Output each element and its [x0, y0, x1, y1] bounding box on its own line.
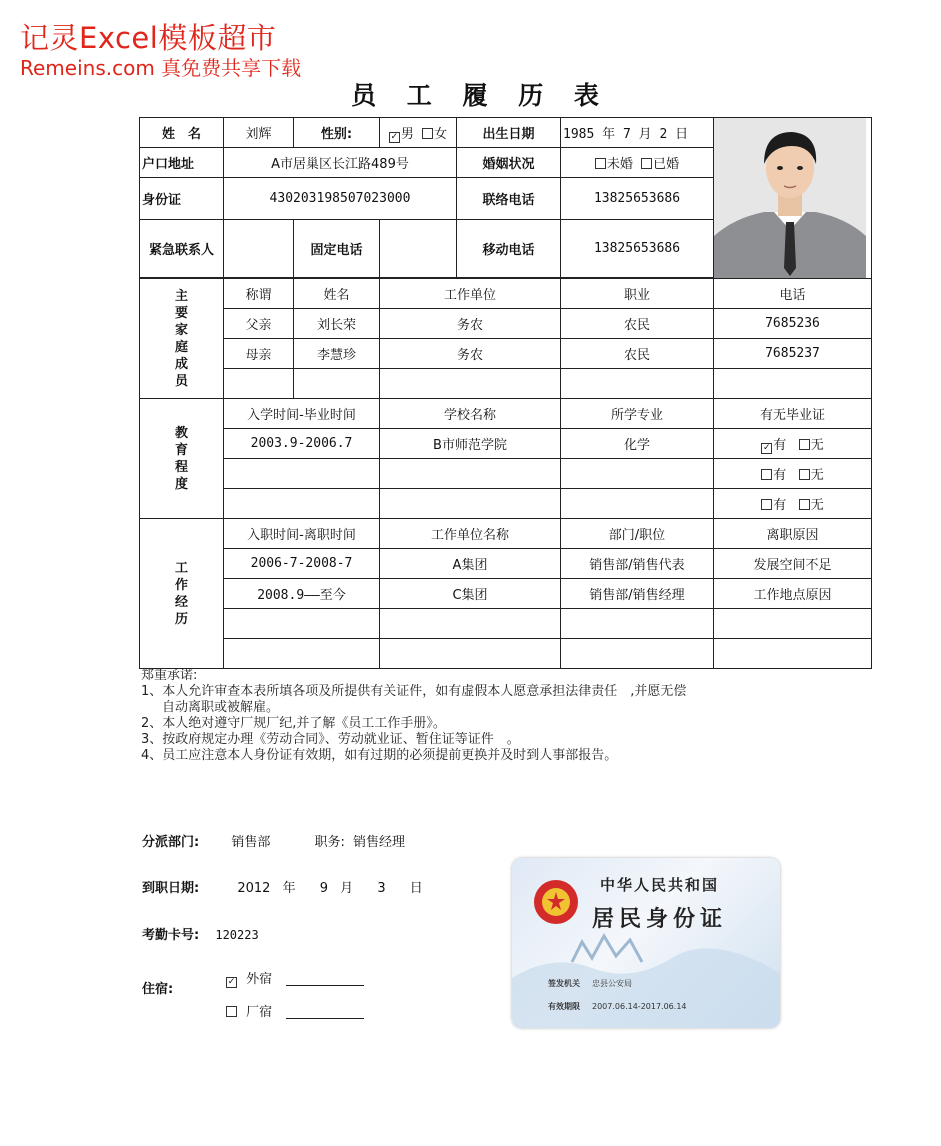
work-cell[interactable] — [561, 639, 714, 669]
lodging-label-wrap — [142, 978, 173, 997]
work-cell[interactable]: 销售部/销售经理 — [561, 579, 714, 609]
lodging-outside-row[interactable] — [226, 968, 364, 988]
edu-major[interactable] — [561, 489, 714, 519]
page-title: 员 工 履 历 表 — [351, 81, 610, 110]
family-cell[interactable]: 农民 — [561, 339, 714, 369]
edu-period[interactable]: 2003.9-2006.7 — [224, 429, 380, 459]
contact-value[interactable]: 13825653686 — [561, 178, 714, 220]
family-cell[interactable]: 父亲 — [224, 309, 294, 339]
card-value[interactable]: 120223 — [215, 928, 259, 942]
dept-row — [142, 831, 405, 850]
work-header-position: 部门/职位 — [561, 519, 714, 549]
lodging-outside-checkbox[interactable]: ✓ — [227, 977, 236, 987]
work-section-label — [140, 519, 224, 669]
address-value[interactable]: A市居巢区长江路489号 — [224, 148, 457, 178]
edu-header-period: 入学时间-毕业时间 — [224, 399, 380, 429]
name-label: 姓 名 — [140, 118, 224, 148]
edu-major[interactable]: 化学 — [561, 429, 714, 459]
edu-header-school: 学校名称 — [380, 399, 561, 429]
card-label: 考勤卡号: — [142, 928, 200, 943]
education-section-text: 教育程度 — [174, 425, 188, 492]
table-row — [140, 339, 872, 369]
dept-label: 分派部门: — [142, 835, 200, 850]
work-cell[interactable]: 销售部/销售代表 — [561, 549, 714, 579]
table-row — [140, 609, 872, 639]
cert-yes-label: 有 — [773, 498, 787, 513]
name-value[interactable]: 刘辉 — [224, 118, 294, 148]
cert-no-checkbox[interactable] — [799, 499, 810, 510]
family-header-phone: 电话 — [714, 279, 872, 309]
lodging-factory-checkbox[interactable] — [226, 1006, 237, 1017]
start-date-row — [142, 877, 423, 896]
dob-value[interactable]: 1985 年 7 月 2 日 — [561, 118, 714, 148]
work-cell[interactable]: 发展空间不足 — [714, 549, 872, 579]
marital-options[interactable] — [561, 148, 714, 178]
edu-header-cert: 有无毕业证 — [714, 399, 872, 429]
work-cell[interactable] — [714, 639, 872, 669]
start-month[interactable]: 9 — [319, 881, 329, 896]
lodging-factory-label: 厂宿 — [246, 1005, 273, 1020]
work-cell[interactable] — [561, 609, 714, 639]
gender-male-checkbox[interactable]: ✓ — [390, 131, 399, 142]
emergency-value[interactable] — [224, 220, 294, 278]
year-unit: 年 — [282, 881, 296, 896]
table-row — [140, 549, 872, 579]
edu-school[interactable] — [380, 489, 561, 519]
brand-subtitle: Remeins.com 真免费共享下载 — [20, 56, 302, 80]
cert-no-label: 无 — [810, 437, 824, 453]
work-cell[interactable]: 2008.9——至今 — [224, 579, 380, 609]
cert-no-checkbox[interactable] — [799, 439, 810, 450]
work-cell[interactable] — [224, 639, 380, 669]
portrait-image — [714, 118, 866, 278]
cert-yes-checkbox[interactable] — [761, 469, 772, 480]
resume-table — [139, 117, 872, 669]
dob-label: 出生日期 — [457, 118, 561, 148]
table-row — [140, 579, 872, 609]
declaration-item: 1、本人允许审查本表所填各项及所提供有关证件，如有虚假本人愿意承担法律责任 ,并愿无偿 — [141, 684, 687, 699]
lodging-outside-label: 外宿 — [246, 972, 273, 987]
id-card-authority — [548, 978, 632, 989]
education-section-label — [140, 399, 224, 519]
work-header-period: 入职时间-离职时间 — [224, 519, 380, 549]
edu-cert-options[interactable] — [714, 459, 872, 489]
work-cell[interactable]: A集团 — [380, 549, 561, 579]
gender-label: 性别: — [294, 118, 380, 148]
family-section-text: 主要家庭成员 — [174, 288, 188, 389]
landline-value[interactable] — [380, 220, 457, 278]
id-value[interactable]: 430203198507023000 — [224, 178, 457, 220]
edu-period[interactable] — [224, 459, 380, 489]
family-cell[interactable]: 农民 — [561, 309, 714, 339]
lodging-factory-row[interactable] — [226, 1001, 364, 1020]
work-cell[interactable] — [714, 609, 872, 639]
work-section-text: 工作经历 — [174, 560, 188, 627]
gender-female-checkbox[interactable] — [422, 128, 433, 139]
work-header-reason: 离职原因 — [714, 519, 872, 549]
work-cell[interactable] — [380, 639, 561, 669]
table-row — [140, 459, 872, 489]
cert-yes-label: 有 — [773, 437, 787, 453]
table-row — [140, 369, 872, 399]
start-year[interactable]: 2012 — [237, 881, 271, 896]
family-cell[interactable]: 李慧珍 — [294, 339, 380, 369]
table-row — [140, 309, 872, 339]
dept-value[interactable]: 销售部 — [231, 835, 271, 850]
cert-yes-label: 有 — [773, 468, 787, 483]
work-cell[interactable] — [380, 609, 561, 639]
declaration-item: 4、员工应注意本人身份证有效期，如有过期的必须提前更换并及时到人事部报告。 — [141, 748, 618, 763]
declaration-item: 2、本人绝对遵守厂规厂纪,并了解《员工工作手册》。 — [141, 716, 446, 731]
emergency-label: 紧急联系人 — [140, 220, 224, 278]
family-cell[interactable]: 母亲 — [224, 339, 294, 369]
table-row — [140, 489, 872, 519]
id-card-authority-value: 忠县公安局 — [592, 979, 632, 988]
id-card-title: 居民身份证 — [592, 906, 728, 932]
family-header-employer: 工作单位 — [380, 279, 561, 309]
work-cell[interactable]: C集团 — [380, 579, 561, 609]
declaration — [141, 668, 686, 764]
cert-no-label: 无 — [810, 468, 824, 483]
id-card-image — [512, 858, 780, 1028]
declaration-item: 3、按政府规定办理《劳动合同》、劳动就业证、暂住证等证件 。 — [141, 732, 520, 747]
family-cell[interactable] — [380, 369, 561, 399]
work-cell[interactable]: 2006-7-2008-7 — [224, 549, 380, 579]
address-label: 户口地址 — [140, 148, 224, 178]
marital-single-checkbox[interactable] — [595, 158, 606, 169]
edu-cert-options[interactable] — [714, 489, 872, 519]
id-card-validity-value: 2007.06.14-2017.06.14 — [592, 1002, 687, 1011]
family-cell[interactable]: 务农 — [380, 309, 561, 339]
applicant-photo — [714, 118, 866, 278]
id-card-authority-label: 签发机关 — [548, 979, 580, 988]
brand-watermark — [20, 22, 301, 80]
photo-cell — [714, 118, 872, 279]
family-header-relation: 称谓 — [224, 279, 294, 309]
cert-yes-checkbox[interactable] — [761, 499, 772, 510]
edu-header-major: 所学专业 — [561, 399, 714, 429]
day-unit: 日 — [409, 881, 423, 896]
gender-options[interactable] — [380, 118, 457, 148]
cert-no-checkbox[interactable] — [799, 469, 810, 480]
edu-major[interactable] — [561, 459, 714, 489]
start-date-label: 到职日期: — [142, 881, 200, 896]
family-header-occupation: 职业 — [561, 279, 714, 309]
table-row — [140, 639, 872, 669]
card-row — [142, 924, 259, 943]
contact-label: 联络电话 — [457, 178, 561, 220]
family-cell[interactable] — [294, 369, 380, 399]
marital-single-label: 未婚 — [606, 157, 633, 172]
work-cell[interactable]: 工作地点原因 — [714, 579, 872, 609]
table-row — [140, 429, 872, 459]
lodging-factory-line — [286, 1018, 364, 1019]
cert-no-label: 无 — [810, 498, 824, 513]
family-cell[interactable]: 刘长荣 — [294, 309, 380, 339]
edu-cert-options[interactable] — [714, 429, 872, 459]
id-card-validity-label: 有效期限 — [548, 1002, 580, 1011]
id-card-validity — [548, 1001, 687, 1012]
declaration-heading: 郑重承诺: — [141, 668, 198, 683]
family-section-label — [140, 279, 224, 399]
cert-yes-checkbox[interactable]: ✓ — [763, 442, 771, 453]
family-header-name: 姓名 — [294, 279, 380, 309]
marital-married-checkbox[interactable] — [641, 158, 652, 169]
id-label: 身份证 — [140, 178, 224, 220]
family-cell[interactable]: 务农 — [380, 339, 561, 369]
marital-label: 婚姻状况 — [457, 148, 561, 178]
position-value[interactable]: 销售经理 — [353, 835, 406, 850]
marital-married-label: 已婚 — [653, 157, 680, 172]
lodging-label: 住宿: — [142, 982, 174, 997]
work-cell[interactable] — [224, 609, 380, 639]
id-card-country: 中华人民共和国 — [600, 876, 720, 894]
mobile-value[interactable]: 13825653686 — [561, 220, 714, 278]
edu-school[interactable]: B市师范学院 — [380, 429, 561, 459]
landline-label: 固定电话 — [294, 220, 380, 278]
gender-male-label: 男 — [400, 126, 414, 142]
work-header-company: 工作单位名称 — [380, 519, 561, 549]
brand-title: 记灵Excel模板超市 — [20, 21, 277, 55]
family-cell[interactable] — [561, 369, 714, 399]
mobile-label: 移动电话 — [457, 220, 561, 278]
edu-school[interactable] — [380, 459, 561, 489]
family-cell[interactable] — [224, 369, 294, 399]
family-cell[interactable] — [714, 369, 872, 399]
lodging-outside-line — [286, 985, 364, 986]
start-day[interactable]: 3 — [377, 881, 386, 896]
gender-female-label: 女 — [434, 126, 448, 142]
position-label: 职务: — [314, 835, 345, 850]
edu-period[interactable] — [224, 489, 380, 519]
family-cell[interactable]: 7685237 — [714, 339, 872, 369]
declaration-item-cont: 自动离职或被解雇。 — [162, 700, 280, 715]
month-unit: 月 — [340, 881, 354, 896]
family-cell[interactable]: 7685236 — [714, 309, 872, 339]
